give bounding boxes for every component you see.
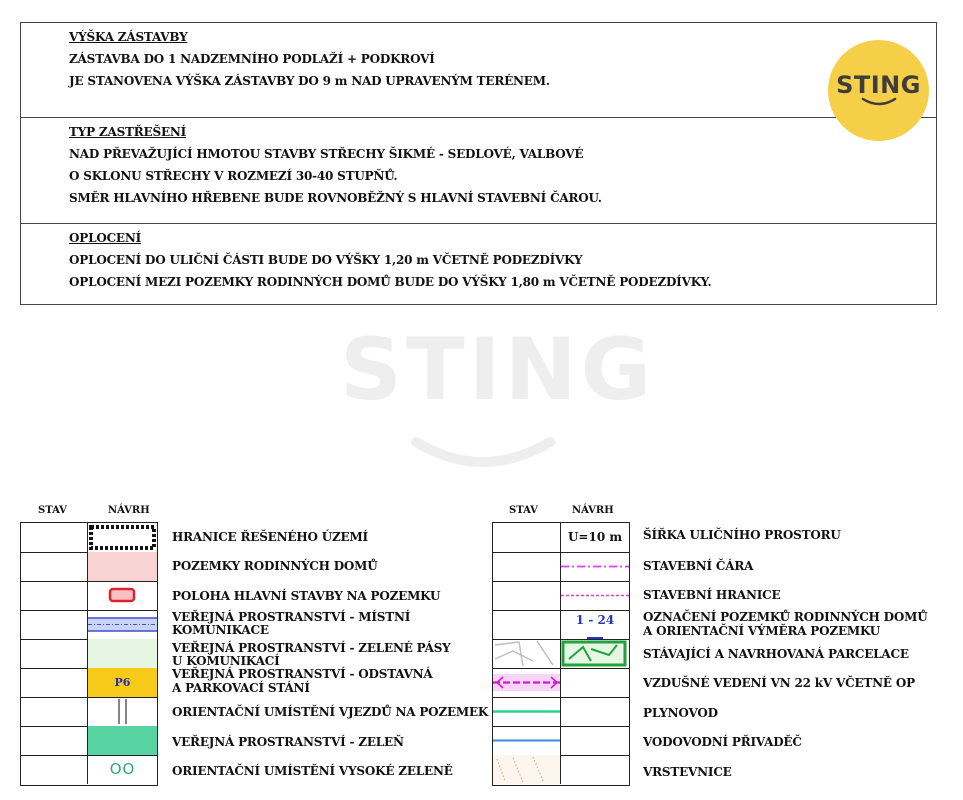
- navrh-cell: [561, 639, 629, 668]
- stav-cell: [493, 523, 561, 552]
- tree-circles-symbol: OO: [109, 760, 136, 778]
- boundary-hatch-symbol: [88, 523, 157, 552]
- section-line: JE STANOVENA VÝŠKA ZÁSTAVBY DO 9 m NAD UPRAVENÝM TERÉNEM.: [69, 74, 550, 88]
- legend-row: [21, 610, 157, 640]
- column-header-navrh: NÁVRH: [572, 505, 614, 516]
- legend-label: POZEMKY RODINNÝCH DOMŮ: [172, 559, 378, 573]
- legend-label: ORIENTAČNÍ UMÍSTĚNÍ VYSOKÉ ZELENĚ: [172, 764, 453, 778]
- navrh-cell: [88, 697, 157, 726]
- navrh-cell: [561, 581, 629, 610]
- section-line: O SKLONU STŘECHY V ROZMEZÍ 30-40 STUPŇŮ.: [69, 169, 398, 183]
- legend-label: VEŘEJNÁ PROSTRANSTVÍ - MÍSTNÍ: [172, 610, 411, 624]
- stav-cell: [21, 697, 88, 726]
- navrh-cell: [561, 552, 629, 581]
- legend-label: VEŘEJNÁ PROSTRANSTVÍ - ZELEŇ: [172, 735, 404, 749]
- legend-label: VZDUŠNÉ VEDENÍ VN 22 kV VČETNĚ OP: [643, 676, 915, 690]
- legend-label: HRANICE ŘEŠENÉHO ÚZEMÍ: [172, 530, 368, 544]
- navrh-cell: [88, 610, 157, 639]
- column-header-stav: STAV: [38, 505, 67, 516]
- legend-label: VODOVODNÍ PŘIVADĚČ: [643, 735, 802, 749]
- section-fencing: [21, 224, 936, 304]
- stav-cell: [493, 581, 561, 610]
- stav-cell: [493, 697, 561, 726]
- legend-row: [21, 552, 157, 582]
- stav-cell: [21, 581, 88, 610]
- smile-icon: [859, 97, 899, 107]
- section-line: OPLOCENÍ DO ULIČNÍ ČÁSTI BUDE DO VÝŠKY 1,20 m VČETNĚ PODEZDÍVKY: [69, 253, 583, 267]
- section-line: ZÁSTAVBA DO 1 NADZEMNÍHO PODLAŽÍ + PODKROVÍ: [69, 52, 435, 66]
- magenta-dash-symbol: [561, 581, 629, 610]
- legend-label: VEŘEJNÁ PROSTRANSTVÍ - ZELENÉ PÁSY: [172, 641, 451, 655]
- section-heading: OPLOCENÍ: [69, 231, 142, 245]
- legend-row: [493, 610, 629, 640]
- legend-label: A PARKOVACÍ STÁNÍ: [172, 681, 310, 695]
- width-text-symbol: U=10 m: [567, 530, 623, 544]
- blue-road-symbol: [88, 610, 157, 639]
- magenta-dashdot-symbol: [561, 552, 629, 581]
- stav-cell: [21, 755, 88, 784]
- legend-label: VRSTEVNICE: [643, 765, 732, 779]
- section-line: OPLOCENÍ MEZI POZEMKY RODINNÝCH DOMŮ BUDE DO VÝŠKY 1,80 m VČETNĚ PODEZDÍVKY.: [69, 275, 712, 289]
- legend-label: PLYNOVOD: [643, 706, 718, 720]
- water-line-symbol: [493, 726, 561, 755]
- legend-row: [493, 581, 629, 611]
- navrh-cell: [88, 523, 157, 552]
- legend-row: [493, 639, 629, 669]
- legend-label: VEŘEJNÁ PROSTRANSTVÍ - ODSTAVNÁ: [172, 667, 433, 681]
- legend-row: [493, 697, 629, 727]
- legend-label: A ORIENTAČNÍ VÝMĚRA POZEMKU: [643, 624, 881, 638]
- watermark-text: STING: [340, 320, 656, 420]
- legend-row: [493, 668, 629, 698]
- stav-cell: [493, 668, 561, 697]
- section-heading: VÝŠKA ZÁSTAVBY: [69, 30, 188, 44]
- section-heading: TYP ZASTŘEŠENÍ: [69, 125, 187, 139]
- section-line: SMĚR HLAVNÍHO HŘEBENE BUDE ROVNOBĚŽNÝ S HLAVNÍ STAVEBNÍ ČAROU.: [69, 191, 602, 205]
- navrh-cell: [561, 668, 629, 697]
- legend-label: ORIENTAČNÍ UMÍSTĚNÍ VJEZDŮ NA POZEMEK: [172, 705, 489, 719]
- legend-row: [21, 639, 157, 669]
- stav-cell: [493, 552, 561, 581]
- parcel-symbol: [561, 639, 629, 668]
- legend-label: STAVEBNÍ HRANICE: [643, 588, 781, 602]
- legend-row: [21, 668, 157, 698]
- stav-cell: [21, 610, 88, 639]
- legend-row: [493, 523, 629, 553]
- legend-label: STÁVAJÍCÍ A NAVRHOVANÁ PARCELACE: [643, 647, 909, 661]
- contour-symbol: [493, 755, 561, 784]
- navrh-cell: [561, 610, 629, 639]
- legend-row: [21, 581, 157, 611]
- sting-logo-badge[interactable]: [828, 40, 929, 141]
- logo-text: STING: [836, 70, 921, 99]
- entry-lines-symbol: [88, 697, 157, 726]
- stav-cell: [493, 639, 561, 668]
- light-green-symbol: [88, 639, 157, 668]
- navrh-cell: [561, 697, 629, 726]
- green-fill-symbol: [88, 726, 157, 755]
- watermark-smile-icon: [408, 432, 558, 472]
- stav-cell: [21, 726, 88, 755]
- power-line-symbol: [493, 668, 561, 697]
- legend-label: ŠÍŘKA ULIČNÍHO PROSTORU: [643, 528, 841, 542]
- navrh-cell: [561, 755, 629, 784]
- stav-cell: [493, 755, 561, 784]
- pink-fill-symbol: [88, 552, 157, 581]
- legend-label: OZNAČENÍ POZEMKŮ RODINNÝCH DOMŮ: [643, 610, 928, 624]
- stav-cell: [21, 639, 88, 668]
- legend-label: KOMUNIKACE: [172, 623, 269, 637]
- legend-label: STAVEBNÍ ČÁRA: [643, 559, 754, 573]
- section-building-height: [21, 23, 936, 118]
- legend-row: [21, 755, 157, 784]
- gas-line-symbol: [493, 697, 561, 726]
- plot-number-symbol: 1 - 24: [575, 613, 615, 627]
- parking-symbol: P6: [88, 668, 157, 697]
- red-rect-symbol: [88, 581, 157, 610]
- stav-cell: [493, 610, 561, 639]
- existing-parcel-symbol: [493, 639, 561, 668]
- navrh-cell: [561, 726, 629, 755]
- stav-cell: [21, 668, 88, 697]
- legend-row: [493, 755, 629, 784]
- regulations-table: [20, 22, 937, 305]
- stav-cell: [493, 726, 561, 755]
- section-roofing: [21, 118, 936, 224]
- legend-grid: [492, 522, 630, 786]
- column-header-stav: STAV: [509, 505, 538, 516]
- legend-row: [21, 697, 157, 727]
- stav-cell: [21, 552, 88, 581]
- legend-row: [493, 552, 629, 582]
- column-header-navrh: NÁVRH: [108, 505, 150, 516]
- legend-row: [493, 726, 629, 756]
- legend-label: U KOMUNIKACÍ: [172, 654, 280, 668]
- stav-cell: [21, 523, 88, 552]
- navrh-cell: [88, 581, 157, 610]
- legend-row: [21, 523, 157, 553]
- section-line: NAD PŘEVAŽUJÍCÍ HMOTOU STAVBY STŘECHY ŠIKMÉ - SEDLOVÉ, VALBOVÉ: [69, 147, 584, 161]
- legend-label: POLOHA HLAVNÍ STAVBY NA POZEMKU: [172, 589, 441, 603]
- legend-row: [21, 726, 157, 756]
- legend-grid: [20, 522, 158, 786]
